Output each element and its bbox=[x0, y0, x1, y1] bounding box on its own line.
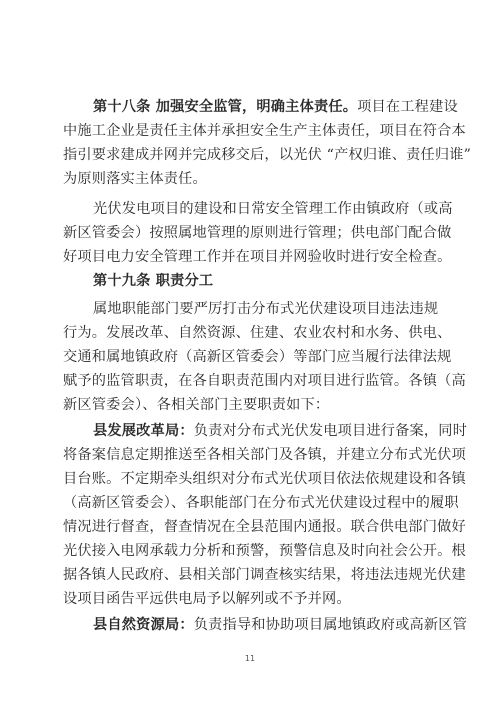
page-number: 11 bbox=[244, 654, 256, 663]
fgj-line-5: 情况进行督查，督查情况在全县范围内通报。联合供电部门做好 bbox=[63, 519, 466, 535]
fgj-line-7: 据各镇人民政府、县相关部门调查核实结果，将违法违规光伏建 bbox=[63, 567, 466, 583]
fgj-text: 负责对分布式光伏发电项目进行备案，同时 bbox=[193, 423, 468, 439]
paragraph-3-line-5: 新区管委会）、各相关部门主要职责如下： bbox=[63, 397, 330, 413]
article-18-title: 第十八条 加强安全监管，明确主体责任。 bbox=[93, 99, 358, 115]
fgj-line-3: 目台账。不定期牵头组织对分布式光伏项目依法依规建设和各镇 bbox=[63, 471, 466, 487]
fgj-label: 县发展改革局： bbox=[93, 423, 194, 439]
zrzy-label: 县自然资源局： bbox=[93, 617, 194, 633]
article-18-text: 项目在工程建设 bbox=[357, 99, 458, 115]
fgj-line-6: 光伏接入电网承载力分析和预警，预警信息及时向社会公开。根 bbox=[63, 543, 466, 559]
paragraph-3-line-2: 行为。发展改革、自然资源、住建、农业农村和水务、供电、 bbox=[63, 325, 452, 341]
paragraph-3-line-1: 属地职能部门要严厉打击分布式光伏建设项目违法违规 bbox=[93, 301, 439, 317]
fgj-line-4: （高新区管委会）、各职能部门在分布式光伏建设过程中的履职 bbox=[63, 495, 459, 511]
paragraph-2-line-1: 光伏发电项目的建设和日常安全管理工作由镇政府（或高 bbox=[93, 201, 453, 217]
article-18-line-4: 为原则落实主体责任。 bbox=[63, 171, 207, 187]
zrzy-text: 负责指导和协助项目属地镇政府或高新区管 bbox=[193, 617, 468, 633]
article-19-title: 第十九条 职责分工 bbox=[93, 273, 214, 289]
fgj-line-2: 将备案信息定期推送至各相关部门及各镇，并建立分布式光伏项 bbox=[63, 447, 466, 463]
article-18-line-2: 中施工企业是责任主体并承担安全生产主体责任，项目在符合本 bbox=[63, 123, 466, 139]
article-18-line-1 bbox=[93, 97, 458, 117]
fgj-line-1 bbox=[93, 421, 467, 441]
paragraph-3-line-4: 赋予的监管职责，在各自职责范围内对项目进行监管。各镇（高 bbox=[63, 373, 466, 389]
fgj-line-8: 设项目函告平远供电局予以解列或不予并网。 bbox=[63, 591, 351, 607]
article-18-line-3: 指引要求建成并网并完成移交后，以光伏 “产权归谁、责任归谁” bbox=[63, 147, 472, 163]
paragraph-2-line-2: 新区管委会）按照属地管理的原则进行管理；供电部门配合做 bbox=[63, 225, 452, 241]
paragraph-2-line-3: 好项目电力安全管理工作并在项目并网验收时进行安全检查。 bbox=[63, 249, 452, 265]
zrzy-line-1 bbox=[93, 615, 467, 635]
paragraph-3-line-3: 交通和属地镇政府（高新区管委会）等部门应当履行法律法规 bbox=[63, 349, 452, 365]
